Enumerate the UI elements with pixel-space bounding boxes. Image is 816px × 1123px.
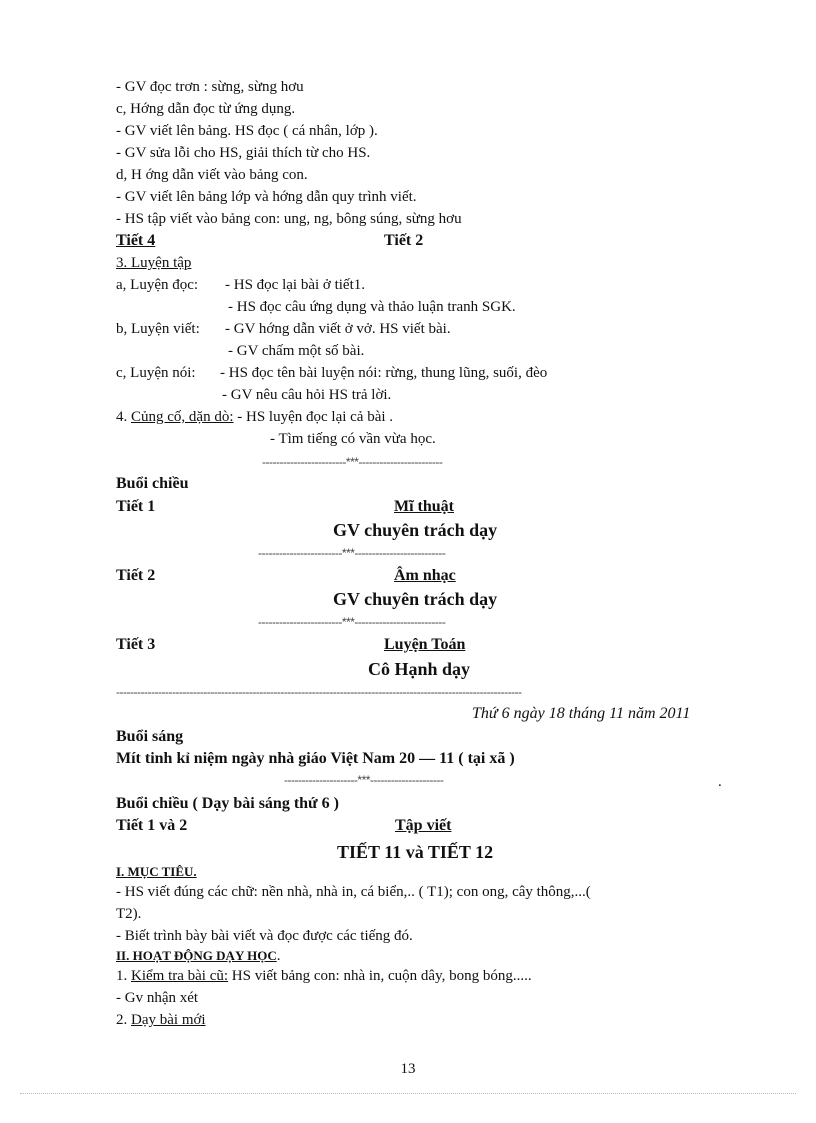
cung-co-label: Củng cố, dặn dò: (131, 409, 234, 425)
page-number: 13 (400, 1061, 416, 1077)
tiet2-subject: Âm nhạc (394, 567, 456, 584)
cung-co-prefix: 4. (116, 409, 131, 425)
luyen-noi-line1: - HS đọc tên bài luyện nói: rừng, thung lũng, suối, đèo (220, 365, 548, 381)
tiet3-teacher: Cô Hạnh dạy (368, 659, 471, 679)
text-line-5: d, H ớng dẫn viết vào bảng con. (116, 167, 308, 183)
tiet4-label: Tiết 4 (116, 232, 156, 249)
hoat-dong-heading: II. HOẠT ĐỘNG DẠY HỌC (116, 948, 277, 963)
cung-co-text1: - HS luyện đọc lại cả bài . (233, 409, 394, 425)
separator-3: ------------------------***-------------------------- (258, 615, 446, 629)
tiet12-subject: Tập viết (395, 817, 452, 834)
separator-4: ---------------------***--------------------- (284, 773, 444, 787)
tiet12-label: Tiết 1 và 2 (116, 817, 188, 834)
text-line-6: - GV viết lên bảng lớp và hớng dẫn quy trình viết. (116, 189, 417, 205)
muc-tieu-heading: I. MỤC TIÊU. (116, 864, 197, 879)
buoi-chieu-2-heading: Buổi chiều ( Dạy bài sáng thứ 6 ) (116, 795, 339, 812)
tiet1-subject: Mĩ thuật (394, 498, 454, 515)
tiet3-label: Tiết 3 (116, 636, 156, 653)
muc-tieu-line2: T2). (116, 906, 142, 922)
luyen-noi-label: c, Luyện nói: (116, 365, 196, 381)
mit-tinh-line: Mít tinh kỉ niệm ngày nhà giáo Việt Nam 20 — 11 ( tại xã ) (116, 750, 515, 767)
date-line: Thứ 6 ngày 18 tháng 11 năm 2011 (472, 705, 691, 722)
luyen-noi-line2: - GV nêu câu hỏi HS trả lời. (222, 387, 392, 403)
text-line-4: - GV sửa lỗi cho HS, giải thích từ cho HS. (116, 145, 371, 161)
cung-co-line2: - Tìm tiếng có vần vừa học. (270, 431, 436, 447)
text-line-3: - GV viết lên bảng. HS đọc ( cá nhân, lớp ). (116, 123, 378, 139)
tiet2-teacher: GV chuyên trách dạy (333, 589, 498, 609)
day-bai-moi-prefix: 2. (116, 1012, 131, 1028)
buoi-sang-heading: Buổi sáng (116, 728, 184, 745)
text-line-1: - GV đọc trơn : sừng, sừng hơu (116, 79, 304, 95)
tiet1-teacher: GV chuyên trách dạy (333, 520, 498, 540)
luyen-doc-line2: - HS đọc câu ứng dụng và thảo luận tranh SGK. (228, 299, 516, 315)
kiem-tra-prefix: 1. (116, 968, 131, 984)
cung-co-line1 (116, 407, 393, 427)
kiem-tra-text: HS viết bảng con: nhà in, cuộn dây, bong bóng..... (228, 968, 532, 984)
luyen-viet-label: b, Luyện viết: (116, 321, 200, 337)
tiet3-subject: Luyện Toán (384, 636, 466, 653)
kiem-tra-line (116, 966, 532, 986)
hoat-dong-heading-line (116, 946, 280, 966)
nhan-xet-line: - Gv nhận xét (116, 990, 199, 1006)
long-rule: -------------------------------------------------------------------------------------------------------------------- (116, 685, 522, 699)
text-line-2: c, Hớng dẫn đọc từ ứng dụng. (116, 101, 296, 117)
tiet1-label: Tiết 1 (116, 498, 156, 515)
luyen-doc-label: a, Luyện đọc: (116, 277, 199, 293)
tiet4-title: Tiết 2 (384, 232, 424, 249)
day-bai-moi-line (116, 1010, 206, 1030)
muc-tieu-line1: - HS viết đúng các chữ: nền nhà, nhà in, cá biển,.. ( T1); con ong, cây thông,...( (116, 884, 591, 900)
luyen-tap-heading: 3. Luyện tập (116, 255, 192, 271)
luyen-doc-line1: - HS đọc lại bài ở tiết1. (225, 277, 365, 293)
luyen-viet-line1: - GV hớng dẫn viết ở vở. HS viết bài. (225, 321, 451, 337)
separator-1: ------------------------***------------------------ (262, 455, 443, 469)
buoi-chieu-heading: Buổi chiều (116, 475, 189, 492)
separator-2: ------------------------***-------------------------- (258, 546, 446, 560)
stray-dot: . (718, 774, 722, 790)
footer-dotted-rule (20, 1093, 796, 1094)
tiet12-title: TIẾT 11 và TIẾT 12 (337, 842, 494, 862)
muc-tieu-line3: - Biết trình bày bài viết và đọc được các tiếng đó. (116, 928, 413, 944)
text-line-7: - HS tập viết vào bảng con: ung, ng, bông súng, sừng hơu (116, 211, 462, 227)
hoat-dong-heading-tail: . (276, 948, 281, 964)
kiem-tra-label: Kiểm tra bài cũ: (131, 968, 229, 984)
luyen-viet-line2: - GV chấm một số bài. (228, 343, 365, 359)
day-bai-moi-label: Dạy bài mới (131, 1012, 206, 1028)
tiet2-label: Tiết 2 (116, 567, 156, 584)
